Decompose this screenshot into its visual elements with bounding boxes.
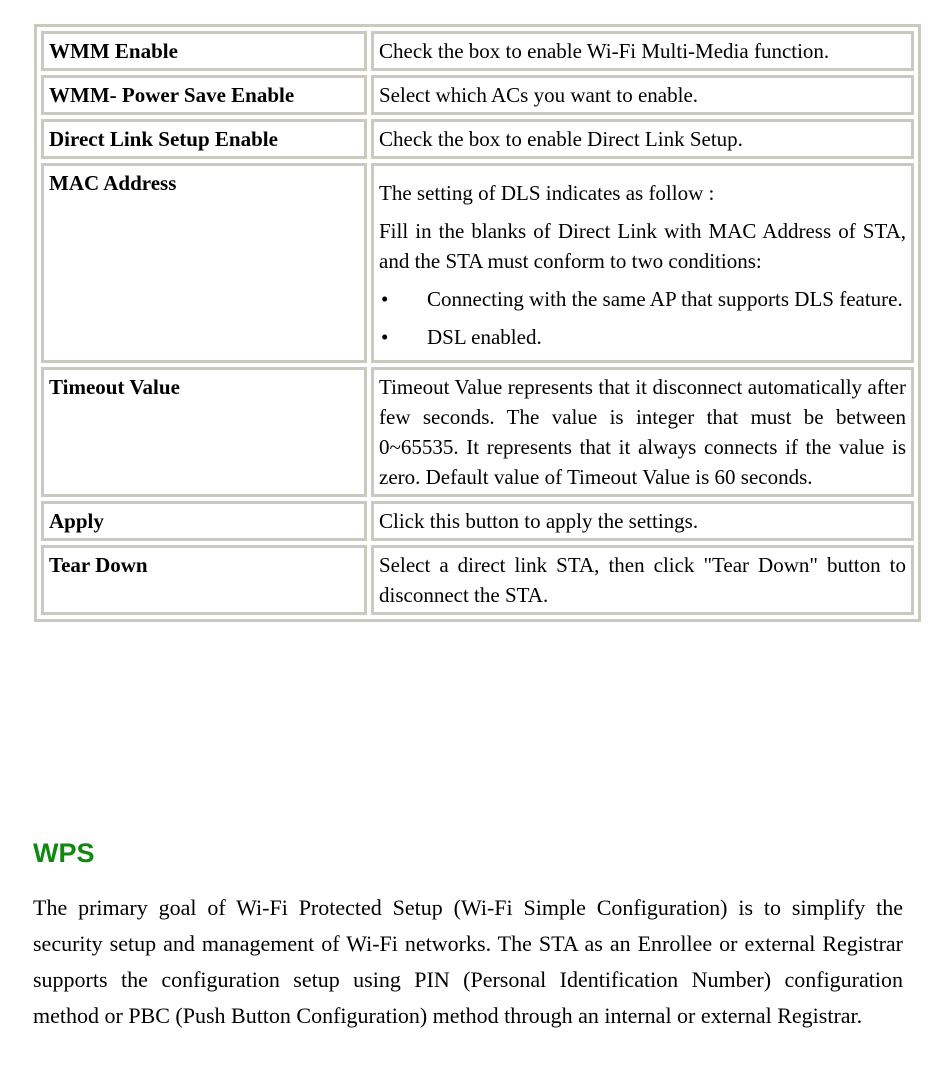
list-item-text: DSL enabled.: [427, 325, 542, 349]
table-row: [41, 367, 914, 497]
row-name: Direct Link Setup Enable: [41, 119, 367, 159]
table-row: [41, 501, 914, 541]
row-name: WMM Enable: [41, 31, 367, 71]
settings-table: [34, 24, 921, 622]
section-body-wps: The primary goal of Wi-Fi Protected Setup (Wi-Fi Simple Configuration) is to simplify the security setup and management of Wi-Fi networks. The STA as an Enrollee or external Registrar supports the configuration setup using PIN (Personal Identification Number) configuration method or PBC (Push Button Configuration) method through an internal or external Registrar.: [33, 895, 903, 1028]
dls-paragraph: Fill in the blanks of Direct Link with MAC Address of STA, and the STA must conform to two conditions:: [379, 219, 906, 273]
bullet-icon: •: [381, 325, 389, 349]
row-description: Check the box to enable Direct Link Setup.: [371, 119, 914, 159]
row-description: [371, 163, 914, 363]
row-description: Timeout Value represents that it disconnect automatically after few seconds. The value is integer that must be between 0~65535. It represents that it always connects if the value is zero. Default value of Timeout Value is 60 seconds.: [371, 367, 914, 497]
row-description: Select which ACs you want to enable.: [371, 75, 914, 115]
row-name: MAC Address: [41, 163, 367, 363]
table-row: [41, 545, 914, 615]
table-row: [41, 119, 914, 159]
list-item-text: Connecting with the same AP that supports DLS feature.: [427, 287, 903, 311]
table-row: [41, 163, 914, 363]
row-name: Timeout Value: [41, 367, 367, 497]
list-item: [379, 322, 906, 352]
row-description: Click this button to apply the settings.: [371, 501, 914, 541]
table-row: [41, 75, 914, 115]
bullet-icon: •: [381, 287, 389, 311]
row-name: WMM- Power Save Enable: [41, 75, 367, 115]
row-name: Tear Down: [41, 545, 367, 615]
row-name: Apply: [41, 501, 367, 541]
row-description: Select a direct link STA, then click "Tear Down" button to disconnect the STA.: [371, 545, 914, 615]
list-item: [379, 284, 906, 314]
dls-intro: The setting of DLS indicates as follow :: [379, 181, 715, 205]
section-heading-wps: WPS: [33, 838, 95, 868]
dls-conditions-list: [379, 284, 906, 352]
row-description: Check the box to enable Wi-Fi Multi-Media function.: [371, 31, 914, 71]
table-row: [41, 31, 914, 71]
